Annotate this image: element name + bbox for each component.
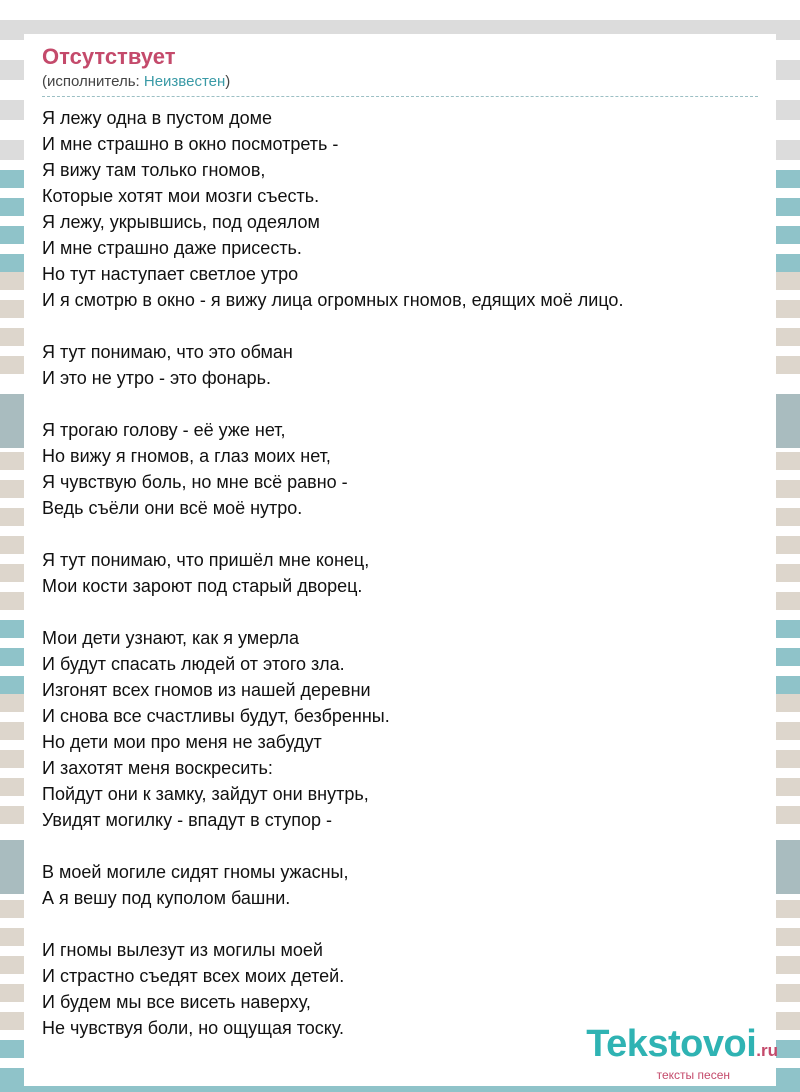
lyric-line: Но тут наступает светлое утро bbox=[42, 264, 299, 284]
lyric-line: И мне страшно даже присесть. bbox=[42, 238, 302, 258]
lyric-line: Я тут понимаю, что это обман bbox=[42, 342, 293, 362]
lyric-line: Я лежу одна в пустом доме bbox=[42, 108, 273, 128]
performer-line bbox=[42, 72, 758, 97]
performer-link[interactable]: Неизвестен bbox=[143, 73, 226, 90]
performer-prefix: (исполнитель: bbox=[42, 73, 144, 90]
lyric-line: В моей могиле сидят гномы ужасны, bbox=[42, 862, 349, 882]
lyric-line: Я трогаю голову - её уже нет, bbox=[42, 420, 286, 440]
stanza-break bbox=[42, 391, 758, 417]
logo-main-text: Tekstovoi bbox=[586, 1023, 757, 1065]
lyric-line: Пойдут они к замку, зайдут они внутрь, bbox=[42, 784, 369, 804]
lyric-line: Ведь съёли они всё моё нутро. bbox=[42, 498, 303, 518]
lyric-line: Я тут понимаю, что пришёл мне конец, bbox=[42, 550, 370, 570]
stanza-break bbox=[42, 521, 758, 547]
lyric-line: И страстно съедят всех моих детей. bbox=[42, 966, 345, 986]
stanza-break bbox=[42, 599, 758, 625]
lyric-line: Но вижу я гномов, а глаз моих нет, bbox=[42, 446, 331, 466]
lyric-line: И захотят меня воскресить: bbox=[42, 758, 273, 778]
lyric-line: Мои кости зароют под старый дворец. bbox=[42, 576, 363, 596]
stanza-break bbox=[42, 313, 758, 339]
lyric-line: Изгонят всех гномов из нашей деревни bbox=[42, 680, 371, 700]
lyric-line: И будем мы все висеть наверху, bbox=[42, 992, 311, 1012]
lyric-line: Увидят могилку - впадут в ступор - bbox=[42, 810, 332, 830]
stanza-break bbox=[42, 833, 758, 859]
lyric-line: Я чувствую боль, но мне всё равно - bbox=[42, 472, 348, 492]
lyric-line: И я смотрю в окно - я вижу лица огромных гномов, едящих моё лицо. bbox=[42, 290, 624, 310]
lyric-line: Не чувствуя боли, но ощущая тоску. bbox=[42, 1018, 345, 1038]
lyric-line: И будут спасать людей от этого зла. bbox=[42, 654, 345, 674]
lyrics-text bbox=[42, 105, 758, 1041]
lyric-line: И это не утро - это фонарь. bbox=[42, 368, 271, 388]
song-header bbox=[42, 44, 758, 97]
logo-subtitle: тексты песен bbox=[656, 1068, 730, 1082]
logo-tld: .ru bbox=[756, 1041, 778, 1060]
song-title: Отсутствует bbox=[42, 44, 176, 69]
lyric-line: Которые хотят мои мозги съесть. bbox=[42, 186, 320, 206]
lyric-line: Но дети мои про меня не забудут bbox=[42, 732, 322, 752]
stanza-break bbox=[42, 911, 758, 937]
lyric-line: И снова все счастливы будут, безбренны. bbox=[42, 706, 390, 726]
logo-wordmark bbox=[568, 1024, 778, 1071]
performer-suffix: ) bbox=[225, 73, 231, 90]
lyric-line: Я вижу там только гномов, bbox=[42, 160, 266, 180]
lyric-line: Я лежу, укрывшись, под одеялом bbox=[42, 212, 320, 232]
lyric-line: И гномы вылезут из могилы моей bbox=[42, 940, 323, 960]
lyric-line: А я вешу под куполом башни. bbox=[42, 888, 291, 908]
lyric-line: И мне страшно в окно посмотреть - bbox=[42, 134, 339, 154]
lyrics-card bbox=[24, 34, 776, 1086]
site-logo[interactable] bbox=[568, 1024, 778, 1081]
lyric-line: Мои дети узнают, как я умерла bbox=[42, 628, 300, 648]
